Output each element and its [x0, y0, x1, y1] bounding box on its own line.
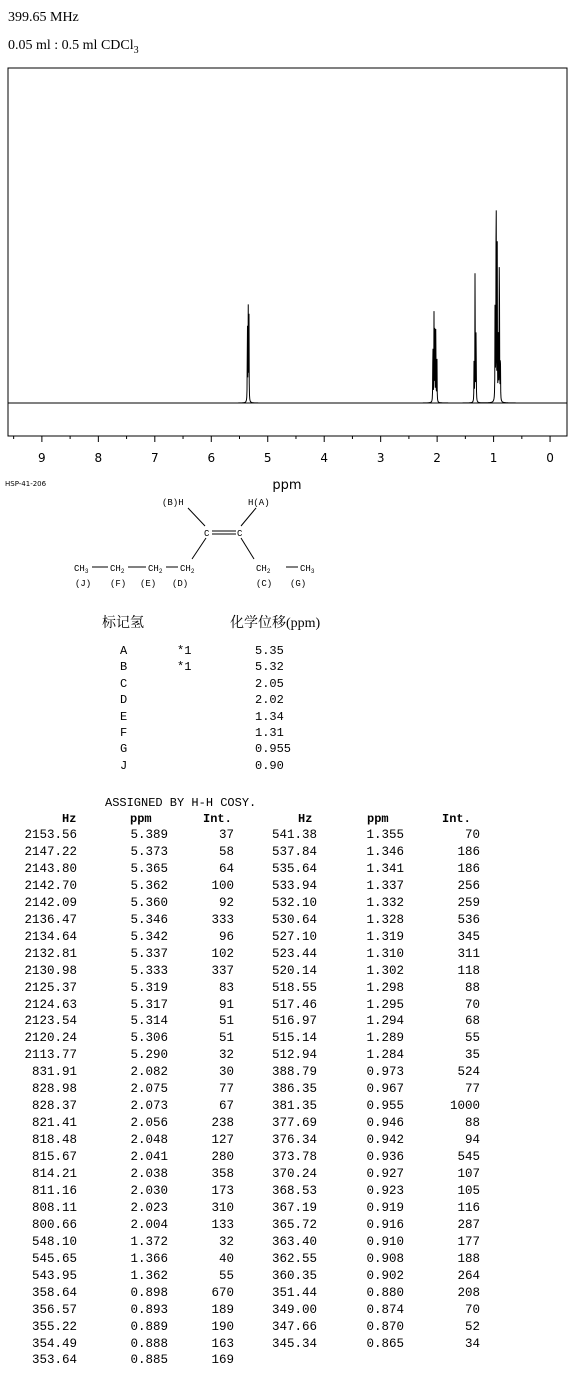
col-ppm-right: ppm: [367, 812, 389, 826]
chain-ch3-g: $CH_3$: [300, 564, 315, 575]
peak-ppm: 2.038: [130, 1167, 168, 1181]
peak-ppm: 5.373: [130, 844, 168, 859]
assignment-row: [0, 644, 570, 661]
peak-int: 30: [218, 1065, 234, 1080]
peak-int: 337: [211, 963, 234, 978]
x-tick-label: 1: [489, 451, 498, 465]
peak-int: 186: [457, 844, 480, 859]
peak-row: [0, 862, 570, 878]
peak-row: [0, 947, 570, 963]
peak-int: 70: [464, 997, 480, 1012]
peak-hz: 2153.56: [24, 828, 77, 842]
peak-hz: 828.98: [31, 1082, 77, 1097]
peak-ppm: 1.366: [130, 1251, 168, 1266]
assignment-ppm: 5.35: [255, 644, 284, 658]
peak-row: [0, 913, 570, 929]
peak-ppm: 2.048: [130, 1133, 168, 1148]
peak-ppm: 1.319: [366, 929, 404, 944]
peak-hz: 351.44: [271, 1285, 317, 1300]
peak-hz: 515.14: [271, 1031, 317, 1046]
peak-ppm: 5.290: [130, 1048, 168, 1063]
peak-ppm: 1.337: [366, 878, 404, 893]
spectrum-trace: [8, 210, 567, 403]
peak-ppm: 0.936: [366, 1150, 404, 1165]
x-tick-label: 8: [94, 451, 103, 465]
peak-hz: 523.44: [271, 946, 317, 961]
label-e: (E): [140, 579, 157, 589]
peak-ppm: 0.889: [130, 1319, 168, 1334]
peak-hz: 358.64: [31, 1285, 77, 1300]
peak-row: [0, 1031, 570, 1047]
peak-ppm: 2.056: [130, 1116, 168, 1131]
peak-int: 32: [218, 1234, 234, 1249]
assignment-header-label: 标记氢: [102, 616, 144, 631]
peak-hz: 388.79: [271, 1065, 317, 1080]
assignment-note: *1: [177, 660, 192, 675]
assignment-label: G: [120, 742, 128, 757]
peak-hz: 2113.77: [24, 1048, 77, 1063]
peak-ppm: 0.946: [366, 1116, 404, 1131]
peak-int: 190: [211, 1319, 234, 1334]
peak-hz: 831.91: [31, 1065, 77, 1080]
peak-hz: 811.16: [31, 1183, 77, 1198]
peak-hz: 2130.98: [24, 963, 77, 978]
peak-hz: 2143.80: [24, 861, 77, 876]
peak-hz: 345.34: [271, 1336, 317, 1351]
peak-ppm: 5.306: [130, 1031, 168, 1046]
peak-hz: 349.00: [271, 1302, 317, 1317]
peak-ppm: 1.302: [366, 963, 404, 978]
peak-row: [0, 1184, 570, 1200]
x-tick-label: 9: [38, 451, 46, 465]
peak-int: 310: [211, 1200, 234, 1215]
assignment-row: [0, 693, 570, 710]
peak-ppm: 1.310: [366, 946, 404, 961]
peak-hz: 516.97: [271, 1014, 317, 1029]
peak-ppm: 5.365: [130, 861, 168, 876]
label-c: (C): [256, 579, 273, 589]
peak-hz: 533.94: [271, 878, 317, 893]
peak-ppm: 0.910: [366, 1234, 404, 1249]
peak-int: 70: [464, 1302, 480, 1317]
peak-hz: 828.37: [31, 1099, 77, 1114]
peak-ppm: 1.298: [366, 980, 404, 995]
peak-hz: 545.65: [31, 1251, 77, 1266]
peak-int: 256: [457, 878, 480, 893]
peak-ppm: 2.073: [130, 1099, 168, 1114]
peak-hz: 532.10: [271, 895, 317, 910]
peak-int: 51: [218, 1031, 234, 1046]
peak-int: 77: [464, 1082, 480, 1097]
peak-hz: 2142.09: [24, 895, 77, 910]
peak-int: 96: [218, 929, 234, 944]
assignment-label: F: [120, 726, 128, 740]
peak-int: 94: [464, 1133, 480, 1148]
peak-int: 280: [211, 1150, 234, 1165]
peak-ppm: 0.973: [366, 1065, 404, 1080]
peak-ppm: 5.317: [130, 997, 168, 1012]
peak-row: [0, 1133, 570, 1149]
peak-int: 118: [457, 963, 480, 978]
assignment-ppm: 5.32: [255, 660, 284, 675]
peak-hz: 535.64: [271, 861, 317, 876]
assignment-row: [0, 726, 570, 743]
col-ppm-left: ppm: [130, 812, 152, 826]
peak-ppm: 1.294: [366, 1014, 404, 1029]
peak-int: 51: [218, 1014, 234, 1029]
peak-int: 545: [457, 1150, 480, 1165]
peak-ppm: 5.337: [130, 946, 168, 961]
peak-ppm: 5.362: [130, 878, 168, 893]
assignment-label: E: [120, 709, 128, 724]
spectrometer-frequency: 399.65 MHz: [8, 10, 79, 25]
peak-hz: 518.55: [271, 980, 317, 995]
peak-row: [0, 1201, 570, 1217]
peak-ppm: 0.942: [366, 1133, 404, 1148]
peak-int: 52: [464, 1319, 480, 1334]
peak-hz: 2147.22: [24, 844, 77, 859]
peak-row: [0, 1014, 570, 1030]
peak-hz: 517.46: [271, 997, 317, 1012]
assignment-row: [0, 677, 570, 694]
peak-hz: 354.49: [31, 1336, 77, 1351]
peak-row: [0, 1269, 570, 1285]
x-axis-label: ppm: [272, 478, 302, 493]
peak-int: 88: [464, 1116, 480, 1131]
peak-int: 163: [211, 1336, 234, 1351]
peak-hz: 2134.64: [24, 929, 77, 944]
peak-hz: 814.21: [31, 1167, 77, 1181]
assignment-row: [0, 759, 570, 776]
peak-ppm: 1.295: [366, 997, 404, 1012]
peak-hz: 363.40: [271, 1234, 317, 1249]
peak-ppm: 5.319: [130, 980, 168, 995]
x-axis-ticks: [14, 436, 550, 442]
peak-hz: 353.64: [31, 1353, 77, 1368]
peak-ppm: 2.075: [130, 1082, 168, 1097]
structure-labels: [162, 498, 270, 539]
peak-ppm: 0.888: [130, 1336, 168, 1351]
peak-ppm: 1.341: [366, 861, 404, 876]
peak-hz: 377.69: [271, 1116, 317, 1131]
peak-int: 173: [211, 1183, 234, 1198]
peak-hz: 367.19: [271, 1200, 317, 1215]
peak-ppm: 5.389: [130, 828, 168, 842]
peak-row: [0, 1048, 570, 1064]
peak-int: 67: [218, 1099, 234, 1114]
peak-hz: 537.84: [271, 844, 317, 859]
peak-int: 35: [464, 1048, 480, 1063]
peak-ppm: 2.041: [130, 1150, 168, 1165]
peak-ppm: 2.004: [130, 1217, 168, 1232]
peak-ppm: 0.902: [366, 1268, 404, 1283]
peak-int: 64: [218, 861, 234, 876]
peak-hz: 527.10: [271, 929, 317, 944]
x-axis-tick-labels: [38, 451, 554, 465]
peak-int: 238: [211, 1116, 234, 1131]
structure-chain: [74, 564, 315, 589]
peak-int: 264: [457, 1268, 480, 1283]
plot-frame: [8, 68, 567, 436]
peak-hz: 2120.24: [24, 1031, 77, 1046]
peak-int: 116: [457, 1200, 480, 1215]
peak-row: [0, 1235, 570, 1251]
chain-ch2-c: $CH_2$: [256, 564, 271, 575]
peak-hz: 381.35: [271, 1099, 317, 1114]
peak-ppm: 1.284: [366, 1048, 404, 1063]
peak-row: [0, 964, 570, 980]
peak-int: 34: [464, 1336, 480, 1351]
peak-hz: 530.64: [271, 912, 317, 927]
peak-hz: 2136.47: [24, 912, 77, 927]
peak-int: 55: [218, 1268, 234, 1283]
peak-hz: 356.57: [31, 1302, 77, 1317]
peak-row: [0, 1218, 570, 1234]
peak-row: [0, 1082, 570, 1098]
peak-int: 524: [457, 1065, 480, 1080]
peak-hz: 821.41: [31, 1116, 77, 1131]
assignment-ppm: 0.90: [255, 758, 284, 773]
peak-hz: 2132.81: [24, 946, 77, 961]
label-g: (G): [290, 579, 307, 589]
peak-ppm: 5.342: [130, 929, 168, 944]
peak-int: 287: [457, 1217, 480, 1232]
peak-int: 32: [218, 1048, 234, 1063]
carbon-1: C: [204, 529, 210, 539]
peak-row: [0, 828, 570, 844]
peak-int: 358: [211, 1167, 234, 1181]
peak-row: [0, 1116, 570, 1132]
peak-ppm: 2.023: [130, 1200, 168, 1215]
chain-ch2-d: $CH_2$: [180, 564, 195, 575]
peak-ppm: 1.355: [366, 828, 404, 842]
peak-ppm: 0.919: [366, 1200, 404, 1215]
structure-bonds: [92, 508, 298, 567]
peak-int: 259: [457, 895, 480, 910]
peak-hz: 2142.70: [24, 878, 77, 893]
x-tick-label: 2: [433, 451, 441, 465]
assignment-ppm: 0.955: [255, 742, 292, 757]
peak-hz: 543.95: [31, 1268, 77, 1283]
chain-ch3-j: $CH_3$: [74, 564, 89, 575]
peak-int: 345: [457, 929, 480, 944]
molecule-structure: [60, 495, 360, 590]
peak-ppm: 5.360: [130, 895, 168, 910]
peak-row: [0, 981, 570, 997]
peak-hz: 815.67: [31, 1150, 77, 1165]
peak-ppm: 0.893: [130, 1302, 168, 1317]
x-tick-label: 5: [263, 451, 272, 465]
peak-ppm: 0.874: [366, 1302, 404, 1317]
assignment-label: A: [120, 644, 128, 658]
peak-hz: 368.53: [271, 1183, 317, 1198]
col-hz-left: Hz: [62, 812, 77, 826]
peak-int: 333: [211, 912, 234, 927]
peak-int: 188: [457, 1251, 480, 1266]
x-tick-label: 4: [320, 451, 329, 465]
nmr-spectrum-chart: [0, 0, 570, 495]
peak-hz: 512.94: [271, 1048, 317, 1063]
assignment-ppm: 2.05: [255, 676, 284, 691]
peak-int: 107: [457, 1167, 480, 1181]
peak-row: [0, 1150, 570, 1166]
assignment-note: *1: [177, 644, 192, 658]
peak-int: 88: [464, 980, 480, 995]
label-j: (J): [75, 579, 92, 589]
peak-int: 311: [457, 946, 480, 961]
label-d: (D): [172, 579, 189, 589]
peak-ppm: 5.333: [130, 963, 168, 978]
peak-hz: 376.34: [271, 1133, 317, 1148]
solvent-text: 0.05 ml : 0.5 ml CDCl: [8, 38, 134, 53]
assignment-label: B: [120, 660, 128, 675]
peak-int: 186: [457, 861, 480, 876]
label-f: (F): [110, 579, 127, 589]
peak-hz: 520.14: [271, 963, 317, 978]
label-b-h: (B)H: [162, 498, 184, 508]
spectrum-id: HSP-41-206: [5, 480, 47, 488]
peak-int: 68: [464, 1014, 480, 1029]
x-tick-label: 0: [546, 451, 554, 465]
peak-int: 70: [464, 828, 480, 842]
peak-row: [0, 896, 570, 912]
peak-ppm: 5.314: [130, 1014, 168, 1029]
peak-row: [0, 1353, 570, 1369]
peak-ppm: 0.916: [366, 1217, 404, 1232]
peak-ppm: 0.898: [130, 1285, 168, 1300]
peak-int: 91: [218, 997, 234, 1012]
assignment-row: [0, 710, 570, 727]
assignment-label: C: [120, 676, 128, 691]
peak-hz: 800.66: [31, 1217, 77, 1232]
peak-ppm: 0.908: [366, 1251, 404, 1266]
peak-ppm: 0.885: [130, 1353, 168, 1368]
peak-int: 83: [218, 980, 234, 995]
peak-hz: 347.66: [271, 1319, 317, 1334]
x-tick-label: 7: [150, 451, 159, 465]
peak-row: [0, 1286, 570, 1302]
peak-hz: 2124.63: [24, 997, 77, 1012]
peak-int: 189: [211, 1302, 234, 1317]
peak-hz: 360.35: [271, 1268, 317, 1283]
assignment-label: J: [120, 758, 128, 773]
peak-ppm: 0.967: [366, 1082, 404, 1097]
peak-int: 55: [464, 1031, 480, 1046]
peak-int: 100: [211, 878, 234, 893]
peak-int: 127: [211, 1133, 234, 1148]
peak-row: [0, 998, 570, 1014]
peak-row: [0, 1099, 570, 1115]
peak-int: 58: [218, 844, 234, 859]
assignment-row: [0, 660, 570, 677]
peak-int: 208: [457, 1285, 480, 1300]
peak-hz: 541.38: [271, 828, 317, 842]
peak-ppm: 1.289: [366, 1031, 404, 1046]
label-a-h: H(A): [248, 498, 270, 508]
peak-row: [0, 1303, 570, 1319]
peak-row: [0, 879, 570, 895]
peak-hz: 2125.37: [24, 980, 77, 995]
assignment-label: D: [120, 693, 128, 708]
peak-hz: 548.10: [31, 1234, 77, 1249]
peak-ppm: 2.082: [130, 1065, 168, 1080]
assignment-header-shift: 化学位移(ppm): [230, 616, 321, 631]
peak-int: 37: [218, 828, 234, 842]
peak-hz: 362.55: [271, 1251, 317, 1266]
peak-ppm: 0.923: [366, 1183, 404, 1198]
peak-int: 92: [218, 895, 234, 910]
assignment-row: [0, 742, 570, 759]
peak-hz: 370.24: [271, 1167, 317, 1181]
assignment-ppm: 1.34: [255, 709, 284, 724]
col-int-right: Int.: [442, 812, 471, 826]
col-hz-right: Hz: [298, 812, 313, 826]
peak-row: [0, 1337, 570, 1353]
peak-hz: 386.35: [271, 1082, 317, 1097]
peak-hz: 365.72: [271, 1217, 317, 1232]
x-tick-label: 3: [376, 451, 385, 465]
peak-int: 670: [211, 1285, 234, 1300]
peak-ppm: 0.870: [366, 1319, 404, 1334]
cosy-caption: ASSIGNED BY H-H COSY.: [105, 796, 257, 810]
peak-ppm: 1.346: [366, 844, 404, 859]
peak-row: [0, 845, 570, 861]
peak-row: [0, 1065, 570, 1081]
peak-ppm: 1.372: [130, 1234, 168, 1249]
peak-int: 133: [211, 1217, 234, 1232]
peak-hz: 2123.54: [24, 1014, 77, 1029]
col-int-left: Int.: [203, 812, 232, 826]
assignment-ppm: 2.02: [255, 693, 284, 708]
peak-ppm: 0.880: [366, 1285, 404, 1300]
peak-ppm: 0.865: [366, 1336, 404, 1351]
peak-hz: 373.78: [271, 1150, 317, 1165]
peak-int: 105: [457, 1183, 480, 1198]
peak-int: 77: [218, 1082, 234, 1097]
peak-int: 536: [457, 912, 480, 927]
peak-hz: 818.48: [31, 1133, 77, 1148]
carbon-2: C: [237, 529, 243, 539]
x-tick-label: 6: [207, 451, 216, 465]
peak-hz: 355.22: [31, 1319, 77, 1334]
peak-ppm: 0.955: [366, 1099, 404, 1114]
peak-ppm: 1.332: [366, 895, 404, 910]
peak-hz: 808.11: [31, 1200, 77, 1215]
peak-int: 102: [211, 946, 234, 961]
peak-ppm: 0.927: [366, 1167, 404, 1181]
peak-int: 177: [457, 1234, 480, 1249]
peak-ppm: 2.030: [130, 1183, 168, 1198]
peak-int: 40: [218, 1251, 234, 1266]
peak-row: [0, 1167, 570, 1183]
chain-ch2-e: $CH_2$: [148, 564, 163, 575]
chain-ch2-f: $CH_2$: [110, 564, 125, 575]
peak-row: [0, 930, 570, 946]
assignment-ppm: 1.31: [255, 726, 284, 740]
peak-ppm: 1.328: [366, 912, 404, 927]
peak-ppm: 5.346: [130, 912, 168, 927]
peak-ppm: 1.362: [130, 1268, 168, 1283]
peak-int: 169: [211, 1353, 234, 1368]
solvent-subscript: 3: [133, 44, 139, 56]
peak-row: [0, 1252, 570, 1268]
peak-int: 1000: [449, 1099, 480, 1114]
peak-row: [0, 1320, 570, 1336]
